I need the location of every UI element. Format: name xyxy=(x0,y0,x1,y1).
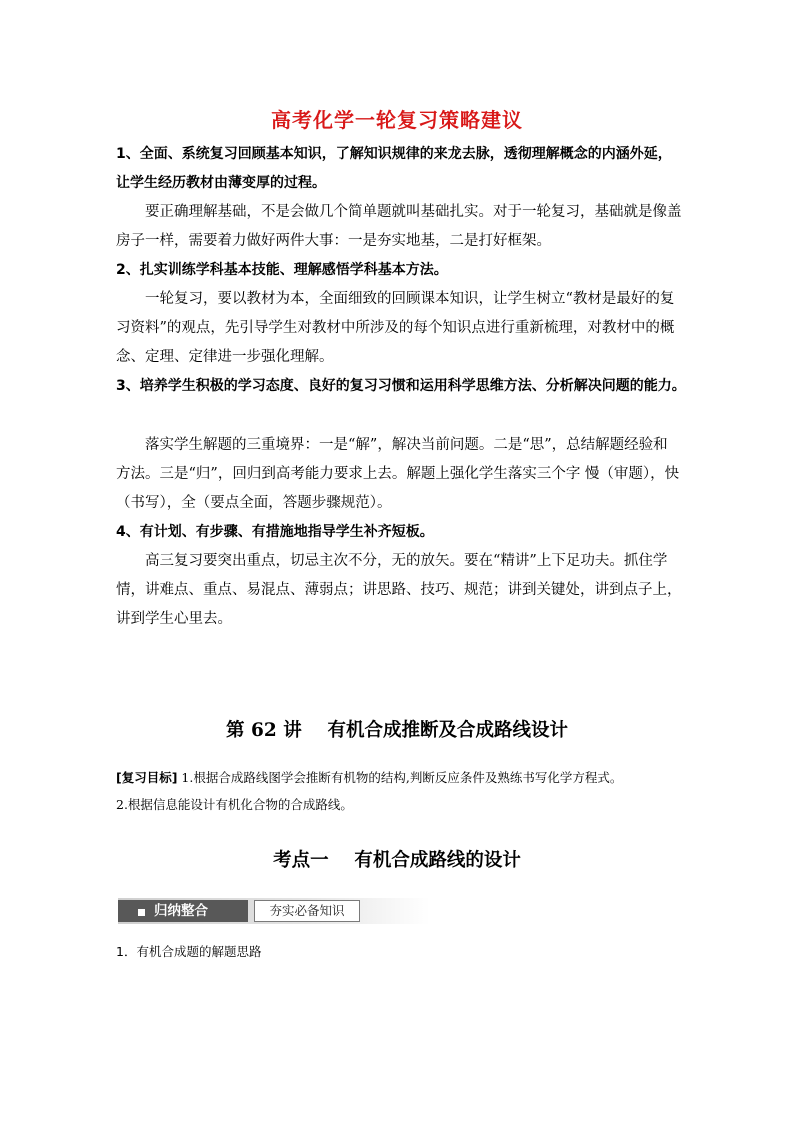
item-4-body: 高三复习要突出重点，切忌主次不分，无的放矢。要在“精讲”上下足功夫。抓住学情，讲难点、重点、易混点、薄弱点；讲思路、技巧、规范；讲到关键处，讲到点子上，讲到学生心里去。 xyxy=(116,553,682,627)
lecture-number: 62 xyxy=(250,720,277,741)
lecture-title xyxy=(0,716,794,742)
kaodian-name: 有机合成路线的设计 xyxy=(354,850,521,871)
review-goals xyxy=(116,764,696,818)
square-bullet-icon xyxy=(138,909,145,916)
item-2-body: 一轮复习，要以教材为本，全面细致的回顾课本知识，让学生树立“教材是最好的复习资料”的观点，先引导学生对教材中所涉及的每个知识点进行重新梳理，对教材中的概念、定理、定律进一步强化理解。 xyxy=(116,291,675,365)
page-title: 高考化学一轮复习策略建议 xyxy=(271,108,523,132)
banner-main-label: 归纳整合 xyxy=(154,903,208,919)
review-goals-text-2: 2.根据信息能设计有机化合物的合成路线。 xyxy=(116,797,353,812)
item-1-heading: 1、全面、系统复习回顾基本知识，了解知识规律的来龙去脉，透彻理解概念的内涵外延，让学生经历教材由薄变厚的过程。 xyxy=(116,146,672,191)
lecture-suffix: 讲 xyxy=(283,720,302,741)
item-3-body: 落实学生解题的三重境界：一是“解”，解决当前问题。二是“思”，总结解题经验和方法。三是“归”，回归到高考能力要求上去。解题上强化学生落实三个字 慢（审题），快（书写），全（要点全面，答题步骤规范）。 xyxy=(116,437,680,511)
item-2-heading: 2、扎实训练学科基本技能、理解感悟学科基本方法。 xyxy=(116,262,448,278)
lecture-prefix: 第 xyxy=(226,720,245,741)
section-banner xyxy=(118,898,430,924)
review-goals-label: [复习目标] xyxy=(116,770,178,785)
banner-main xyxy=(118,900,248,922)
section-heading-1: 1．有机合成题的解题思路 xyxy=(116,944,262,959)
item-3-heading: 3、培养学生积极的学习态度、良好的复习习惯和运用科学思维方法、分析解决问题的能力。 xyxy=(116,378,686,394)
kaodian-title xyxy=(0,846,794,872)
lecture-name: 有机合成推断及合成路线设计 xyxy=(327,720,568,741)
banner-sub-label: 夯实必备知识 xyxy=(254,900,360,922)
review-goals-text-1: 1.根据合成路线图学会推断有机物的结构,判断反应条件及熟练书写化学方程式。 xyxy=(181,770,623,785)
item-1-body: 要正确理解基础，不是会做几个简单题就叫基础扎实。对于一轮复习，基础就是像盖房子一样，需要着力做好两件大事：一是夯实地基，二是打好框架。 xyxy=(116,204,682,249)
item-4-heading: 4、有计划、有步骤、有措施地指导学生补齐短板。 xyxy=(116,524,434,540)
kaodian-label: 考点一 xyxy=(273,850,329,871)
